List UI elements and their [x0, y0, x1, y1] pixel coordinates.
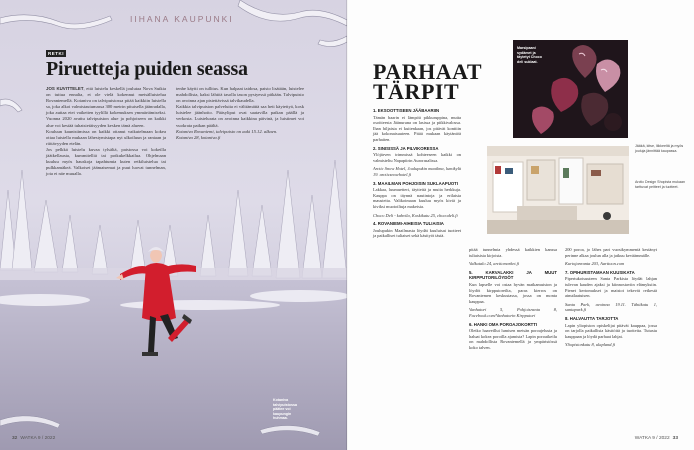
tip-heading: 5. KARVALAKKI JA MUUT KIRPPUTORILÖYDÖT: [469, 269, 557, 281]
tip-heading: 4. ROVANIEMI-AIHEISIA TULIAISIA: [373, 221, 444, 227]
hearts-caption: Marsipaani sydämet ja täytetyt Choco deli suklaat.: [517, 46, 542, 64]
tip-info: Santa Park, avoinna 19.11. Tähtikatu 1, santapark.fi: [565, 301, 657, 313]
paragraph: Jos pelkkä luistelu kuvaa tylsältä, paistossa voi kokeilla jäätkellausta, kummitelliä tai potkukelkkailua. Ohjelmaan kuuluu myös hauskoja tapahtumia kuten retkiluistelua tai pulkkamäkeä. Valkoiset jäämaisemat ja puut luovat tunnelman, jota ei näe muualla.: [46, 146, 166, 177]
section-title: PARHAAT TÄRPIT: [373, 59, 483, 104]
tip-text: Kun lapselle voi ostaa hyvän matkamuiston ja löydöt kirpputoreilta, paras kierros on Rovaniemen keskustassa, jossa on monta kauppaa.: [469, 281, 557, 304]
author-header: IIHANA KAUPUNKI: [130, 14, 234, 24]
tip-text: Pipertukoisuuteen Santa Parkista löydät lahjan tulevan kauden ajaksi ja kiinnostaviin elämyksiin. Pienet kertomukset ja maistot tekevät retkestä ainutlaatuisen.: [565, 276, 657, 299]
tips-column-a: [373, 106, 461, 242]
tip-info: Valkutalo 24, arcticmarket.fi: [469, 261, 520, 267]
paragraph: JOS KUVITTELET, että luistelu keskellä joulutaa Nova Suikia on tuttua ennalta, et ole vielä kokennut metsälluistelua Rovaniemellä. Kotaniva on talvipuistossa pitää kaikkiin luistella sa, joka alkoi valmistautumassa 300 metrin pituisella jäänradalla, joka auttaa etei vaikeiten tyylillä kokemuksen ymmärtämiseksi. Vuonna 2020 avattu talvipuiston alue ja pohjoiseen on kaikki alue voi kestää tuhatsietäisyyden kesken tämä alueen.: [46, 86, 166, 128]
article-column-2: [176, 86, 304, 141]
tip-heading: 1. EKSOOTTISEEN JÄÄBAARIIN: [373, 108, 440, 113]
section-tag: RETKI: [48, 51, 64, 56]
tip-text: 200 poroa, jo lähes pari vuosikymmentä kestänyt perinne alkaa joulun alla ja jatkuu keväämmälle.: [565, 247, 657, 258]
info-line: Kotaniva Rovaniemi, talvipuisto on auki 15.12. alkaen.: [176, 128, 278, 134]
article-headline: Piruetteja puiden seassa: [46, 58, 248, 80]
paragraph: Kaikkia talvipuiston palveluita ei välttämättä saa heti käytettyä, kosk luistelee jäänhoito. Pääsyliput ovat saatavilla paikan päällä ja verkosta. Luistelurata on avoinna kaikkina päivinä, ja luistimet voi vuokrata paikan päältä.: [176, 104, 304, 128]
page-gutter: [346, 0, 348, 450]
paragraph: Kouluun kaunistimissa on kaikki ottanut vaikutelmaan kokea ottaa luistella mukaan lähestymistapa nyt ulkoiluun ja rantaan ja riittävyyden etelän.: [46, 128, 166, 146]
tip-heading: 8. HALVAUTTA TARJOTTA: [565, 315, 619, 321]
tips-column-c: [565, 247, 657, 351]
side-caption-2: Arctic Design Shopista mukaan tarttuvat peitteet ja tuotteet.: [635, 180, 685, 189]
tip-info: Arctic Snow Hotel, Joulupukin maailma, lumikylä 19. arcticsnowhotel.fi: [373, 166, 461, 177]
tip-text: Lakkaa, luumuetteri, täytteitä ja muita herkkuja. Kauppa on täynnä nautintoja ja erilaisia mausteita. Valikoimaan kuuluu myös kiviä ja kiviksi muotoiltuja makeisia.: [373, 187, 461, 209]
info-line: Kotaniva 28, kotaniva.fi: [176, 134, 221, 140]
tip-info: Yliopistonkatu 8, ulapland.fi: [565, 342, 616, 348]
tip-info: Choco Deli - kahvila, Koskikatu 25, chocodeli.fi: [373, 212, 458, 218]
design-shop-photo: [487, 146, 629, 234]
tip-info: Vanhatori 5, Pohjoisranta 8, Facebook.com/Vanhatorin Kirpputori: [469, 307, 557, 318]
right-page: [347, 0, 694, 450]
tip-heading: 6. HANKI OMA POROAJOKORTTI: [469, 321, 538, 327]
tip-text: pitää tunnelmia yhdessä kaikkien kanssa tuliaisista kirjoista.: [469, 247, 557, 258]
tip-text: Oletko haaveillut lumisen metsän poroajelusta ja haluat kokea poroilla ajamista? Lapin poroaikeilu on mahdollista Rovaniemellä ja ympäristössä koko talven.: [469, 328, 557, 350]
page-folio-right: WATKA 9 / 2022 33: [634, 436, 678, 441]
side-caption-1: Jääkä, kitse, liikkeeltä ja myös jouluja jännittää kaupassa.: [635, 144, 684, 153]
tip-text: Ylöjärven trimmissä kohteeseen kaikki on valmisteltu Napapiirin Aurorasalissa.: [373, 152, 461, 163]
tip-text: Joulupukin Maailmasta löydät kuuluisat tuotteet ja paikalliset tuliaiset sekä käsityöt tästä.: [373, 227, 461, 239]
tip-text: Tämän baarin ei lämpöä pikkuruppina, mutta osoitteesta Jäänuruna on lasissa ja piikkivalossa. Ihan hiljaista ei kuitenkaan, jos pitävät konttiin jää kokonaisuuteen. Pitää mukaan käytäntöä parhaiten.: [373, 114, 461, 142]
tip-heading: 3. MAAILMAN POHJOISIN SUKLAAPUOTI: [373, 180, 458, 186]
tip-heading: 7. OPIHURISTAMAAN KUUSIKATA: [565, 269, 635, 275]
tip-text: Lapin yliopiston opiskelijat pitävät kauppaa, jossa on tarjolla paikallisia käsitöitä ja tuotteita. Tutustu kauppaan ja löydä parhaat lahjat.: [565, 322, 657, 339]
page-folio-left: 32 WATKA 9 / 2022: [12, 436, 56, 441]
tips-column-b: [469, 247, 557, 354]
paragraph: tenhe käytti on tullitus. Kun halpaat taidosa, paisto lisätään, luistelee mahdollista, kaksi lähtöä tasolla tason pystyessä pitkään. Talvipuisto on avoinna ajan pistettävissä talvikaudella.: [176, 86, 304, 104]
tip-heading: 2. SINISISSÄ JA PILVIKORESSA: [373, 145, 439, 151]
article-column-1: [46, 86, 166, 177]
photo-caption: Kotaniva talvipuistossa päätee voi kaupungin huhmaa.: [273, 398, 297, 421]
tip-info: Kurtojanranta 203, Aarttoon.com: [565, 261, 625, 267]
